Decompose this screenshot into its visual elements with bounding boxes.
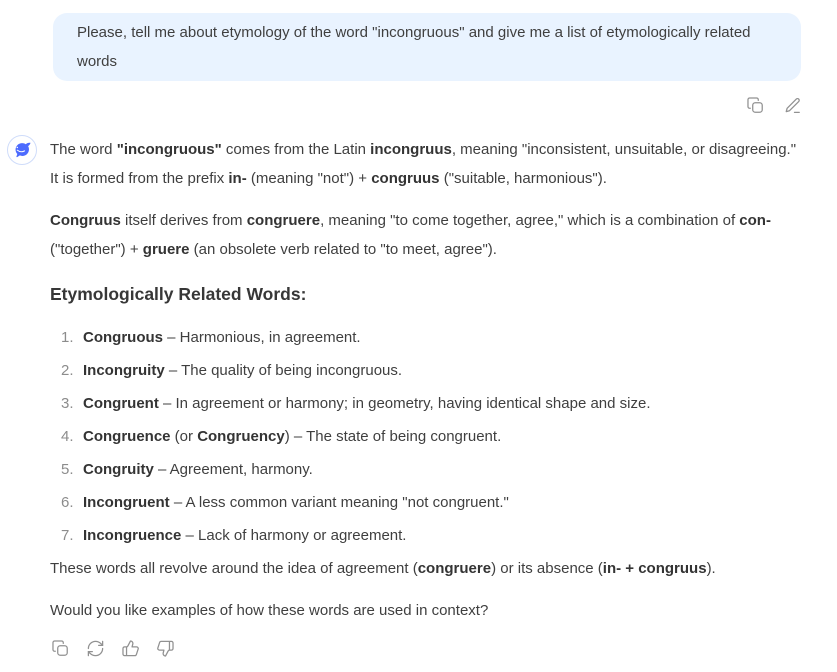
copy-response-button[interactable] (50, 638, 70, 658)
assistant-follow-up-question: Would you like examples of how these words are used in context? (50, 602, 489, 619)
thumbs-up-icon (121, 639, 140, 658)
list-item (50, 488, 801, 517)
list-item-text: Congruity – Agreement, harmony. (83, 461, 313, 478)
assistant-paragraph: These words all revolve around the idea of agreement (congruere) or its absence (in- + congruus). (50, 560, 716, 577)
list-item-text: Congruous – Harmonious, in agreement. (83, 329, 361, 346)
copy-icon (51, 639, 70, 658)
list-item (50, 521, 801, 550)
list-number: 7. (61, 527, 74, 544)
list-item-text: Incongruent – A less common variant meaning "not congruent." (83, 494, 509, 511)
assistant-avatar (7, 135, 37, 165)
edit-icon (783, 96, 802, 115)
regenerate-icon (86, 639, 105, 658)
regenerate-response-button[interactable] (85, 638, 105, 658)
list-number: 5. (61, 461, 74, 478)
list-item (50, 422, 801, 451)
copy-user-message-button[interactable] (745, 95, 765, 115)
list-item (50, 389, 801, 418)
list-number: 2. (61, 362, 74, 379)
list-item-text: Incongruity – The quality of being incongruous. (83, 362, 403, 379)
assistant-paragraph: Congruus itself derives from congruere, meaning "to come together, agree," which is a combination of con- ("together") + gruere (an obsolete verb related to "to meet, agree"). (50, 212, 771, 258)
user-message-text: Please, tell me about etymology of the word "incongruous" and give me a list of etymologically related words (77, 24, 751, 70)
assistant-message-row (0, 135, 837, 658)
assistant-message-actions (50, 638, 801, 658)
user-message-bubble (53, 13, 801, 81)
deepseek-whale-icon (11, 139, 33, 161)
thumbs-down-icon (156, 639, 175, 658)
thumbs-down-button[interactable] (155, 638, 175, 658)
list-item-text: Incongruence – Lack of harmony or agreement. (83, 527, 407, 544)
list-number: 1. (61, 329, 74, 346)
related-words-list (50, 323, 801, 550)
assistant-paragraph: The word "incongruous" comes from the Latin incongruus, meaning "inconsistent, unsuitable, or disagreeing." It is formed from the prefix in- (meaning "not") + congruus ("suitable, harmonious"). (50, 141, 797, 187)
related-words-heading: Etymologically Related Words: (50, 284, 307, 304)
edit-user-message-button[interactable] (782, 95, 802, 115)
copy-icon (746, 96, 765, 115)
user-message-actions (0, 95, 837, 115)
thumbs-up-button[interactable] (120, 638, 140, 658)
list-number: 4. (61, 428, 74, 445)
assistant-message-body (50, 135, 801, 658)
list-number: 6. (61, 494, 74, 511)
list-number: 3. (61, 395, 74, 412)
user-message-row (0, 0, 837, 81)
list-item-text: Congruence (or Congruency) – The state of being congruent. (83, 428, 502, 445)
list-item (50, 356, 801, 385)
list-item-text: Congruent – In agreement or harmony; in geometry, having identical shape and size. (83, 395, 651, 412)
list-item (50, 455, 801, 484)
list-item (50, 323, 801, 352)
